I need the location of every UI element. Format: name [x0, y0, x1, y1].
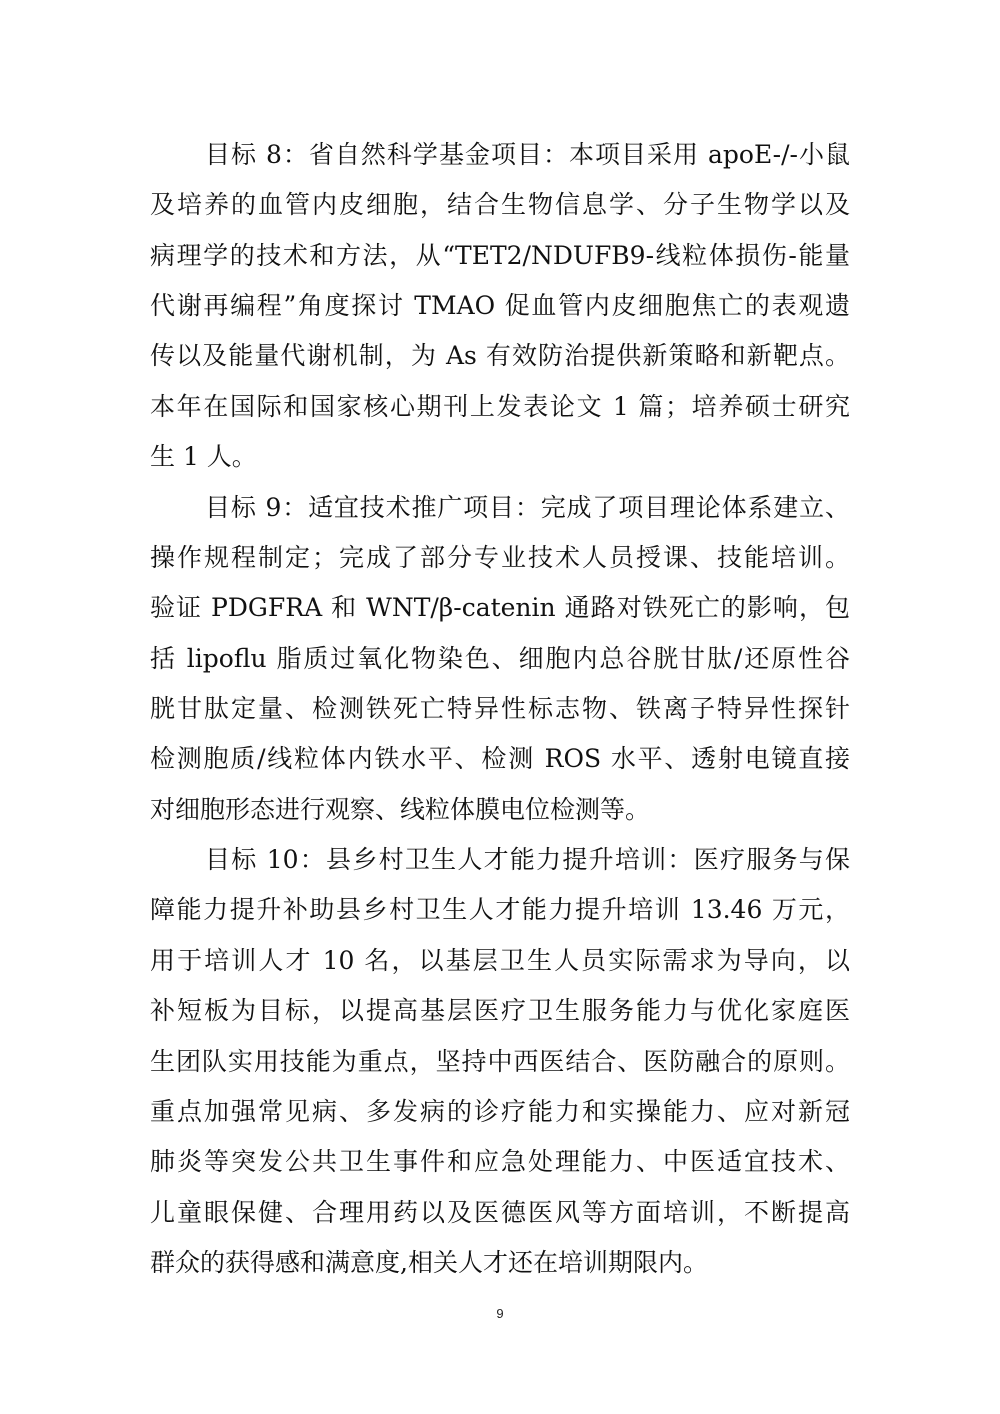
- text-line: 验证 PDGFRA 和 WNT/β-catenin 通路对铁死亡的影响，包: [150, 593, 850, 622]
- text-line: 目标 8：省自然科学基金项目：本项目采用 apoE-/-小鼠: [205, 140, 850, 169]
- text-line: 重点加强常见病、多发病的诊疗能力和实操能力、应对新冠: [150, 1097, 850, 1126]
- text-line: 用于培训人才 10 名，以基层卫生人员实际需求为导向，以: [150, 946, 850, 975]
- text-line: 本年在国际和国家核心期刊上发表论文 1 篇；培养硕士研究: [150, 392, 850, 421]
- text-line: 代谢再编程”角度探讨 TMAO 促血管内皮细胞焦亡的表观遗: [150, 291, 850, 320]
- text-line: 目标 10：县乡村卫生人才能力提升培训：医疗服务与保: [205, 845, 850, 874]
- text-line: 肺炎等突发公共卫生事件和应急处理能力、中医适宜技术、: [150, 1147, 850, 1176]
- text-line: 群众的获得感和满意度,相关人才还在培训期限内。: [150, 1248, 708, 1277]
- text-line: 胱甘肽定量、检测铁死亡特异性标志物、铁离子特异性探针: [150, 694, 850, 723]
- text-line: 目标 9：适宜技术推广项目：完成了项目理论体系建立、: [205, 493, 850, 522]
- text-line: 检测胞质/线粒体内铁水平、检测 ROS 水平、透射电镜直接: [150, 744, 850, 773]
- text-line: 操作规程制定；完成了部分专业技术人员授课、技能培训。: [150, 543, 850, 572]
- text-line: 障能力提升补助县乡村卫生人才能力提升培训 13.46 万元，: [150, 895, 850, 924]
- text-line: 病理学的技术和方法，从“TET2/NDUFB9-线粒体损伤-能量: [150, 241, 850, 270]
- text-line: 生 1 人。: [150, 442, 257, 471]
- text-line: 对细胞形态进行观察、线粒体膜电位检测等。: [150, 795, 651, 824]
- text-line: 括 lipoflu 脂质过氧化物染色、细胞内总谷胱甘肽/还原性谷: [150, 644, 850, 673]
- page-number: 9: [496, 1306, 504, 1321]
- text-line: 传以及能量代谢机制，为 As 有效防治提供新策略和新靶点。: [150, 341, 850, 370]
- text-line: 生团队实用技能为重点，坚持中西医结合、医防融合的原则。: [150, 1047, 850, 1076]
- text-line: 儿童眼保健、合理用药以及医德医风等方面培训，不断提高: [150, 1198, 850, 1227]
- text-line: 补短板为目标，以提高基层医疗卫生服务能力与优化家庭医: [150, 996, 850, 1025]
- text-line: 及培养的血管内皮细胞，结合生物信息学、分子生物学以及: [150, 190, 850, 219]
